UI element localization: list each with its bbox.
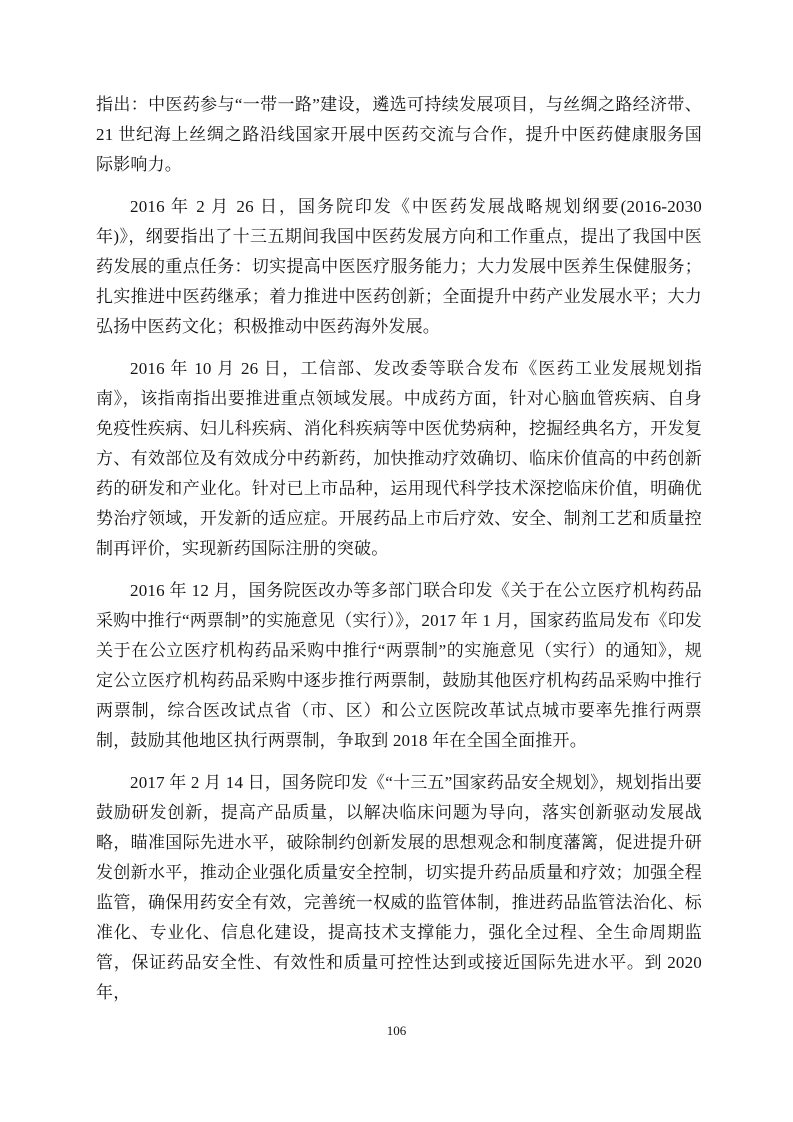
paragraph-2016-12: 2016 年 12 月，国务院医改办等多部门联合印发《关于在公立医疗机构药品采购中推行“两票制”的实施意见（实行）》，2017 年 1 月，国家药监局发布《印发关于在公立医疗机构药品采购中推行“两票制”的实施意见（实行）的通知》，规定公立医疗机构药品采购中逐步推行两票制，鼓励其他医疗机构药品采购中推行两票制，综合医改试点省（市、区）和公立医院改革试点城市要率先推行两票制，鼓励其他地区执行两票制，争取到 2018 年在全国全面推开。 — [96, 581, 702, 750]
page-number: 106 — [386, 1023, 407, 1038]
paragraph-2016-02-26: 2016 年 2 月 26 日，国务院印发《中医药发展战略规划纲要(2016-2030 年)》，纲要指出了十三五期间我国中医药发展方向和工作重点，提出了我国中医药发展的重点任务：切实提高中医医疗服务能力；大力发展中医养生保健服务；扎实推进中医药继承；着力推进中医药创新；全面提升中药产业发展水平；大力弘扬中医药文化；积极推动中医药海外发展。 — [96, 197, 702, 336]
paragraph-2016-10-26: 2016 年 10 月 26 日，工信部、发改委等联合发布《医药工业发展规划指南》，该指南指出要推进重点领域发展。中成药方面，针对心脑血管疾病、自身免疫性疾病、妇儿科疾病、消化科疾病等中医优势病种，挖掘经典名方，开发复方、有效部位及有效成分中药新药，加快推动疗效确切、临床价值高的中药创新药的研发和产业化。针对已上市品种，运用现代科学技术深挖临床价值，明确优势治疗领域，开发新的适应症。开展药品上市后疗效、安全、制剂工艺和质量控制再评价，实现新药国际注册的突破。 — [96, 359, 702, 558]
document-body — [96, 90, 702, 1020]
paragraph-continuation: 指出：中医药参与“一带一路”建设，遴选可持续发展项目，与丝绸之路经济带、21 世纪海上丝绸之路沿线国家开展中医药交流与合作，提升中医药健康服务国际影响力。 — [96, 95, 702, 174]
paragraph-2017-02-14: 2017 年 2 月 14 日，国务院印发《“十三五”国家药品安全规划》，规划指出要鼓励研发创新，提高产品质量，以解决临床问题为导向，落实创新驱动发展战略，瞄准国际先进水平，破除制约创新发展的思想观念和制度藩篱，促进提升研发创新水平，推动企业强化质量安全控制，切实提升药品质量和疗效；加强全程监管，确保用药安全有效，完善统一权威的监管体制，推进药品监管法治化、标准化、专业化、信息化建设，提高技术支撑能力，强化全过程、全生命周期监管，保证药品安全性、有效性和质量可控性达到或接近国际先进水平。到 2020 年， — [96, 773, 702, 1002]
